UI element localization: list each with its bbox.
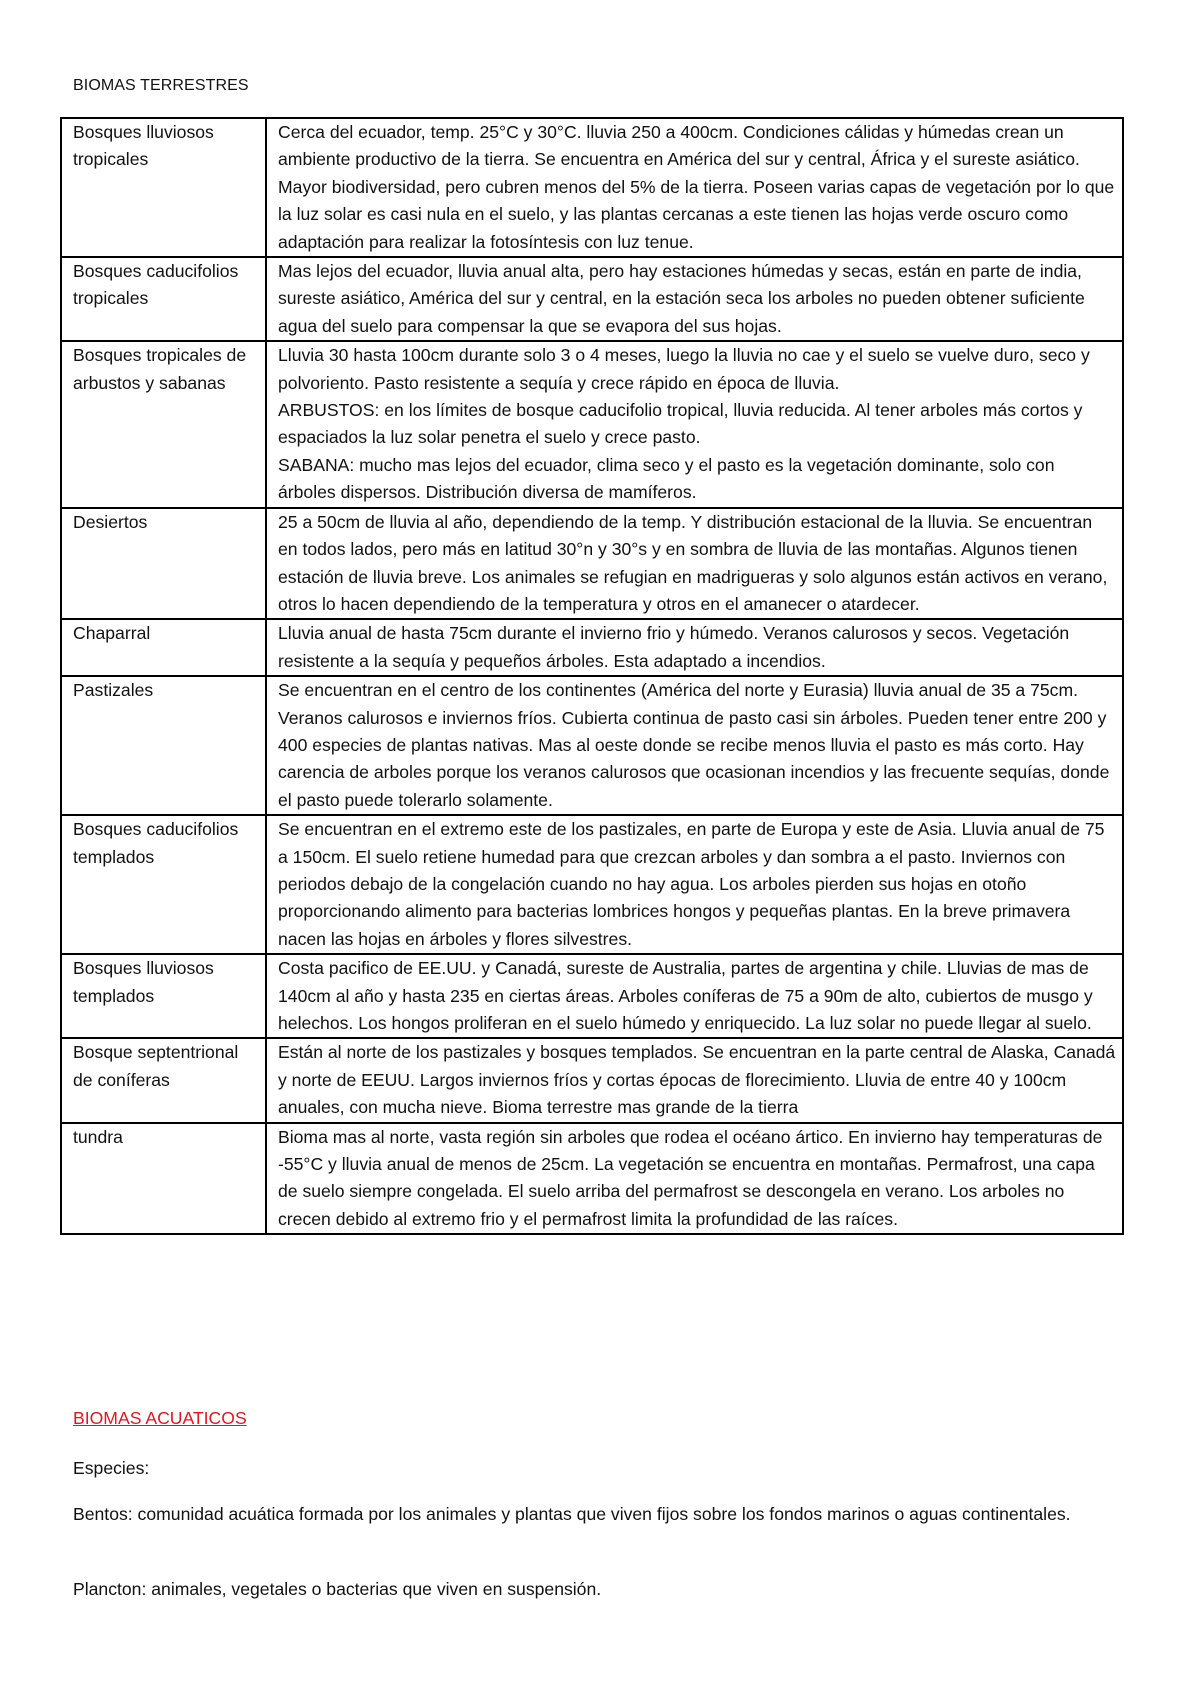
- biome-description: [266, 954, 1123, 1038]
- biome-name: Bosques lluviosos tropicales: [61, 118, 266, 257]
- bentos-paragraph: Bentos: comunidad acuática formada por los animales y plantas que viven fijos sobre los fondos marinos o aguas continentales.: [73, 1504, 1071, 1524]
- biome-description: [266, 1123, 1123, 1235]
- table-row: [61, 619, 1123, 676]
- description-text: Se encuentran en el centro de los continentes (América del norte y Eurasia) lluvia anual de 35 a 75cm. Veranos calurosos e inviernos fríos. Cubierta continua de pasto casi sin árboles. Pueden tener entre 200 y 400 especies de plantas nativas. Mas al oeste donde se recibe menos lluvia el pasto es más corto. Hay carencia de arboles porque los veranos calurosos que ocasionan incendios y las frecuente sequías, donde el pasto puede tolerarlo solamente.: [278, 680, 1110, 810]
- plancton-paragraph: Plancton: animales, vegetales o bacterias que viven en suspensión.: [73, 1579, 602, 1599]
- biome-description: [266, 341, 1123, 507]
- description-text: 25 a 50cm de lluvia al año, dependiendo de la temp. Y distribución estacional de la lluvia. Se encuentran en todos lados, pero más en latitud 30°n y 30°s y en sombra de lluvia de las montañas. Algunos tienen estación de lluvia breve. Los animales se refugian en madrigueras y solo algunos están activos en verano, otros lo hacen dependiendo de la temperatura y otros en el amanecer o atardecer.: [278, 511, 1108, 614]
- biome-name: Bosques lluviosos templados: [61, 954, 266, 1038]
- aquatic-section-heading: BIOMAS ACUATICOS: [73, 1408, 247, 1428]
- biome-name: Bosques caducifolios templados: [61, 815, 266, 954]
- page-title: BIOMAS TERRESTRES: [73, 77, 249, 94]
- biome-description: [266, 815, 1123, 954]
- description-text: Lluvia 30 hasta 100cm durante solo 3 o 4 meses, luego la lluvia no cae y el suelo se vuelve duro, seco y polvoriento. Pasto resistente a sequía y crece rápido en época de lluvia.: [278, 345, 1090, 393]
- biome-name: Bosque septentrional de coníferas: [61, 1038, 266, 1122]
- table-row: [61, 508, 1123, 620]
- biome-name: Bosques caducifolios tropicales: [61, 257, 266, 341]
- description-text: Costa pacifico de EE.UU. y Canadá, sureste de Australia, partes de argentina y chile. Lluvias de mas de 140cm al año y hasta 235 en ciertas áreas. Arboles coníferas de 75 a 90m de alto, cubiertos de musgo y helechos. Los hongos proliferan en el suelo húmedo y enriquecido. La luz solar no puede llegar al suelo.: [278, 958, 1093, 1033]
- biome-description: [266, 118, 1123, 257]
- table-row: [61, 676, 1123, 815]
- biome-description: [266, 619, 1123, 676]
- biome-description: [266, 508, 1123, 620]
- description-text: ARBUSTOS: en los límites de bosque caducifolio tropical, lluvia reducida. Al tener arboles más cortos y espaciados la luz solar penetra el suelo y crece pasto.: [278, 400, 1083, 448]
- table-row: [61, 257, 1123, 341]
- species-label: Especies:: [73, 1458, 150, 1478]
- description-text: Cerca del ecuador, temp. 25°C y 30°C. lluvia 250 a 400cm. Condiciones cálidas y húmedas crean un ambiente productivo de la tierra. Se encuentra en América del sur y central, África y el sureste asiático. Mayor biodiversidad, pero cubren menos del 5% de la tierra. Poseen varias capas de vegetación por lo que la luz solar es casi nula en el suelo, y las plantas cercanas a este tienen las hojas verde oscuro como adaptación para realizar la fotosíntesis con luz tenue.: [278, 122, 1115, 252]
- description-text: Se encuentran en el extremo este de los pastizales, en parte de Europa y este de Asia. Lluvia anual de 75 a 150cm. El suelo retiene humedad para que crezcan arboles y dan sombra a el pasto. Inviernos con periodos debajo de la congelación cuando no hay agua. Los arboles pierden sus hojas en otoño proporcionando alimento para bacterias lombrices hongos y pequeñas plantas. En la breve primavera nacen las hojas en árboles y flores silvestres.: [278, 819, 1105, 949]
- table-row: [61, 118, 1123, 257]
- table-row: [61, 341, 1123, 507]
- description-text: Mas lejos del ecuador, lluvia anual alta, pero hay estaciones húmedas y secas, están en parte de india, sureste asiático, América del sur y central, en la estación seca los arboles no pueden obtener suficiente agua del suelo para compensar la que se evapora del sus hojas.: [278, 261, 1085, 336]
- biome-name: tundra: [61, 1123, 266, 1235]
- table-row: [61, 1123, 1123, 1235]
- table-row: [61, 1038, 1123, 1122]
- description-text: Bioma mas al norte, vasta región sin arboles que rodea el océano ártico. En invierno hay temperaturas de -55°C y lluvia anual de menos de 25cm. La vegetación se encuentra en montañas. Permafrost, una capa de suelo siempre congelada. El suelo arriba del permafrost se descongela en verano. Los arboles no crecen debido al extremo frio y el permafrost limita la profundidad de las raíces.: [278, 1126, 1103, 1229]
- table-row: [61, 954, 1123, 1038]
- biome-name: Chaparral: [61, 619, 266, 676]
- biome-description: [266, 1038, 1123, 1122]
- biome-description: [266, 676, 1123, 815]
- description-text: Están al norte de los pastizales y bosques templados. Se encuentran en la parte central de Alaska, Canadá y norte de EEUU. Largos inviernos fríos y cortas épocas de florecimiento. Lluvia de entre 40 y 100cm anuales, con mucha nieve. Bioma terrestre mas grande de la tierra: [278, 1042, 1116, 1118]
- description-text: SABANA: mucho mas lejos del ecuador, clima seco y el pasto es la vegetación dominante, solo con árboles dispersos. Distribución diversa de mamíferos.: [278, 454, 1055, 503]
- biome-description: [266, 257, 1123, 341]
- biome-name: Desiertos: [61, 508, 266, 620]
- biome-name: Bosques tropicales de arbustos y sabanas: [61, 341, 266, 507]
- biome-name: Pastizales: [61, 676, 266, 815]
- table-row: [61, 815, 1123, 954]
- description-text: Lluvia anual de hasta 75cm durante el invierno frio y húmedo. Veranos calurosos y secos. Vegetación resistente a la sequía y pequeños árboles. Esta adaptado a incendios.: [278, 623, 1070, 671]
- biomes-table: [60, 117, 1124, 1235]
